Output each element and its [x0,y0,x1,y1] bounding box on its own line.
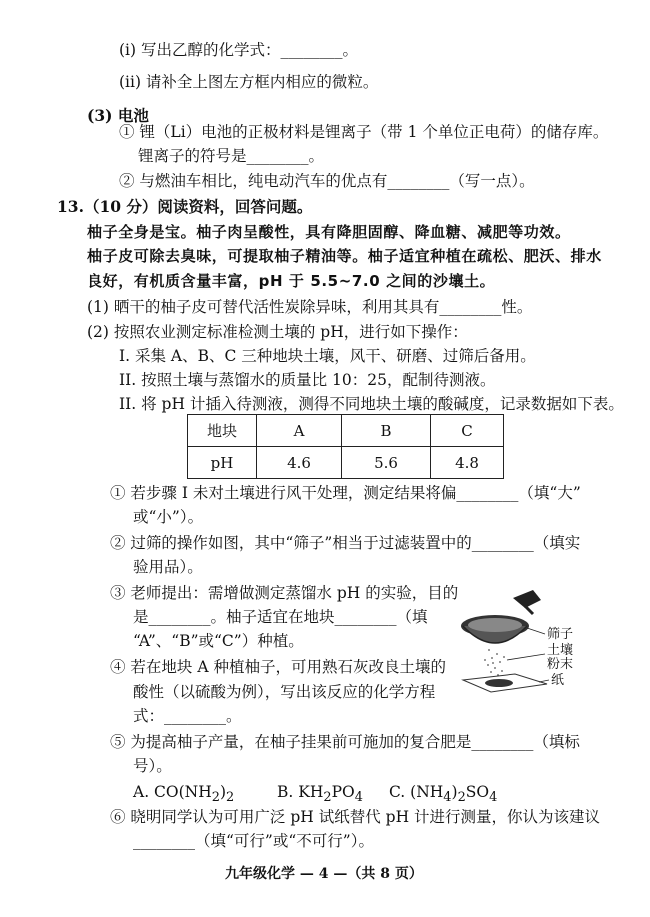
battery-q2: ② 与燃油车相比，纯电动汽车的优点有________（写一点）。 [119,172,535,190]
page-footer: 九年级化学 — 4 —（共 8 页） [225,866,423,882]
step-3: II. 将 pH 计插入待测液，测得不同地块土壤的酸碱度，记录数据如下表。 [119,395,624,413]
sub-q3-line3: “A”、“B”或“C”）种植。 [133,632,304,650]
sub-q5-line1: ⑤ 为提高柚子产量，在柚子挂果前可施加的复合肥是________（填标 [110,733,580,751]
sub-q4-line1: ④ 若在地块 A 种植柚子，可用熟石灰改良土壤的 [110,658,446,676]
option-c: C. $(NH_4)_2SO_4$ [389,783,498,806]
sub-q5-line2: 号）。 [133,757,172,775]
step-2: II. 按照土壤与蒸馏水的质量比 10：25，配制待测液。 [119,371,496,389]
table-cell: C [431,415,504,447]
sub-q6-line2: ________（填“可行”或“不可行”）。 [133,832,374,850]
label-powder-2: 粉末 [547,657,574,672]
sieve-figure [455,588,605,698]
table-cell: 地块 [188,415,257,447]
table-cell: 4.6 [257,447,342,479]
q13-part2: (2) 按照农业测定标准检测土壤的 pH，进行如下操作： [87,323,468,341]
step-1: I. 采集 A、B、C 三种地块土壤，风干、研磨、过筛后备用。 [119,347,536,365]
reading-line-2: 柚子皮可除去臭味，可提取柚子精油等。柚子适宜种植在疏松、肥沃、排水 [87,247,602,265]
table-cell: 5.6 [342,447,431,479]
ph-table [187,414,504,479]
table-header-row [188,415,504,447]
q13-part1: (1) 晒干的柚子皮可替代活性炭除异味，利用其具有________性。 [87,298,533,316]
sub-q3-line1: ③ 老师提出：需增做测定蒸馏水 pH 的实验，目的 [110,584,459,602]
label-sieve: 筛子 [547,627,574,642]
question-ii: (ii) 请补全上图左方框内相应的微粒。 [119,73,379,91]
table-cell: B [342,415,431,447]
battery-q1-line1: ① 锂（Li）电池的正极材料是锂离子（带 1 个单位正电荷）的储存库。 [119,123,609,141]
sub-q4-line3: 式：________。 [133,707,242,725]
option-a: A. $CO(NH_2)_2$ [133,783,235,806]
question-i: (i) 写出乙醇的化学式：________。 [119,41,358,59]
sub-q4-line2: 酸性（以硫酸为例），写出该反应的化学方程 [133,683,436,701]
sub-q3-line2: 是________。柚子适宜在地块________（填 [133,608,428,626]
sub-q1-line1: ① 若步骤 I 未对土壤进行风干处理，测定结果将偏________（填“大” [110,484,581,502]
part-3-title: (3) 电池 [87,106,149,125]
sieve-illustration [455,588,605,698]
label-paper: 纸 [551,673,565,688]
reading-line-3: 良好，有机质含量丰富，pH 于 5.5~7.0 之间的沙壤土。 [87,272,496,290]
reading-line-1: 柚子全身是宝。柚子肉呈酸性，具有降胆固醇、降血糖、减肥等功效。 [87,223,571,241]
table-cell: A [257,415,342,447]
sub-q6-line1: ⑥ 晓明同学认为可用广泛 pH 试纸替代 pH 计进行测量，你认为该建议 [110,808,601,826]
label-powder-1: 土壤 [547,643,574,658]
option-b: B. $KH_2PO_4$ [277,783,363,806]
question-13-title: 13.（10 分）阅读资料，回答问题。 [57,197,313,216]
sub-q1-line2: 或“小”）。 [133,508,204,526]
sub-q2-line2: 验用品）。 [133,558,203,576]
table-row [188,447,504,479]
table-cell: pH [188,447,257,479]
table-cell: 4.8 [431,447,504,479]
sub-q2-line1: ② 过筛的操作如图，其中“筛子”相当于过滤装置中的________（填实 [110,534,581,552]
battery-q1-line2: 锂离子的符号是________。 [138,147,325,165]
